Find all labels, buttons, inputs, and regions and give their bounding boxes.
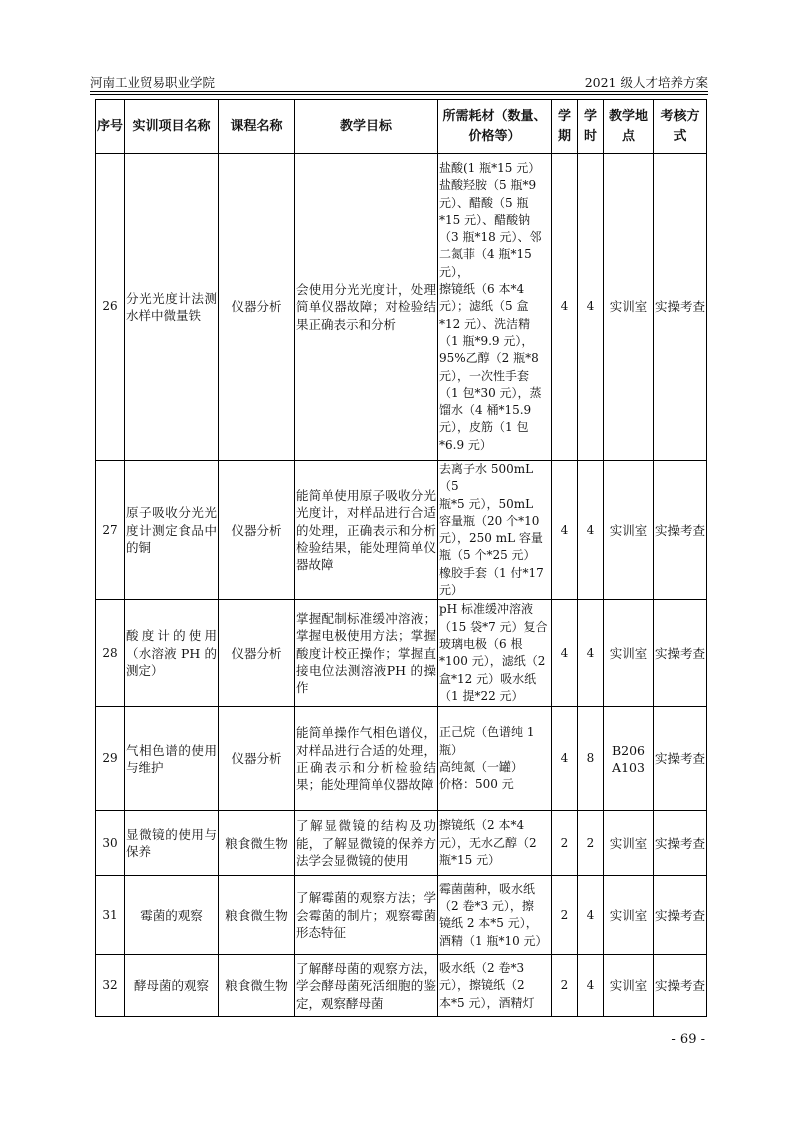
page-header <box>90 75 708 91</box>
material-line: 盐酸羟胺（5 瓶*9 <box>439 178 537 193</box>
header-rule-thick <box>90 91 708 92</box>
row-project: 显微镜的使用与保养 <box>125 811 219 876</box>
table-row <box>96 955 707 1017</box>
material-line: 元）；滤纸（5 盒 <box>439 299 529 314</box>
table-row <box>96 876 707 955</box>
program-title: 2021 级人才培养方案 <box>584 75 708 90</box>
row-hours: 4 <box>578 955 604 1017</box>
table-row <box>96 707 707 811</box>
material-line: 高纯氮（一罐） <box>439 759 524 774</box>
table-row <box>96 461 707 600</box>
material-line: 擦镜纸（6 本*4 <box>439 282 525 297</box>
row-place: 实训室 <box>604 461 654 600</box>
material-line: 95%乙醇（2 瓶*8 <box>439 351 539 366</box>
row-project: 原子吸收分光光度计测定食品中的铜 <box>125 461 219 600</box>
row-goal: 会使用分光光度计，处理简单仪器故障；对检验结果正确表示和分析 <box>295 154 438 461</box>
material-line: （2 卷*3 元），擦 <box>439 899 534 914</box>
material-line: 元）、醋酸（5 瓶 <box>439 195 529 210</box>
row-index: 27 <box>96 461 125 600</box>
material-line: 馏水（4 桶*15.9 <box>439 403 532 418</box>
row-materials <box>438 811 552 876</box>
col-header-course: 课程名称 <box>219 100 295 154</box>
row-term: 2 <box>552 811 578 876</box>
col-header-materials: 所需耗材（数量、价格等） <box>438 100 552 154</box>
col-header-exam: 考核方式 <box>654 100 707 154</box>
material-line: 玻璃电极（6 根 <box>439 637 523 652</box>
col-header-hours: 学时 <box>578 100 604 154</box>
row-place: 实训室 <box>604 600 654 707</box>
row-place: 实训室 <box>604 876 654 955</box>
row-term: 2 <box>552 876 578 955</box>
material-line: 元），无水乙醇（2 <box>439 835 537 850</box>
material-line: （1 瓶*9.9 元）， <box>439 333 534 348</box>
material-line: 瓶（5 个*25 元） <box>439 548 536 563</box>
col-header-index: 序号 <box>96 100 125 154</box>
row-exam: 实操考查 <box>654 811 707 876</box>
row-course: 粮食微生物 <box>219 876 295 955</box>
material-line: 霉菌菌种，吸水纸 <box>439 881 536 896</box>
row-hours: 4 <box>578 154 604 461</box>
table-row <box>96 811 707 876</box>
material-line: *6.9 元） <box>439 437 492 452</box>
row-project: 霉菌的观察 <box>125 876 219 955</box>
row-index: 32 <box>96 955 125 1017</box>
material-line: 瓶*15 元） <box>439 853 501 868</box>
row-goal: 了解霉菌的观察方法；学会霉菌的制片；观察霉菌形态特征 <box>295 876 438 955</box>
row-term: 4 <box>552 600 578 707</box>
page-number: - 69 - <box>671 1032 705 1047</box>
material-line: 元），擦镜纸（2 <box>439 978 525 993</box>
row-place: 实训室 <box>604 811 654 876</box>
row-exam: 实操考查 <box>654 707 707 811</box>
row-course: 粮食微生物 <box>219 955 295 1017</box>
row-term: 4 <box>552 154 578 461</box>
row-term: 4 <box>552 707 578 811</box>
material-line: 擦镜纸（2 本*4 <box>439 818 525 833</box>
school-name: 河南工业贸易职业学院 <box>90 75 216 90</box>
material-line: *12 元）、洗洁精 <box>439 316 531 331</box>
header-rule-thin <box>90 94 708 95</box>
material-line: pH 标准缓冲溶液 <box>439 602 533 617</box>
row-goal: 掌握配制标准缓冲溶液；掌握电极使用方法；掌握酸度计校正操作；掌握直接电位法测溶液PH 的操作 <box>295 600 438 707</box>
table-row <box>96 600 707 707</box>
material-line: 瓶*5 元），50mL <box>439 496 534 511</box>
row-goal: 了解酵母菌的观察方法，学会酵母菌死活细胞的鉴定，观察酵母菌 <box>295 955 438 1017</box>
training-table <box>95 99 707 1017</box>
row-project: 酸度计的使用（水溶液 PH 的测定） <box>125 600 219 707</box>
row-term: 2 <box>552 955 578 1017</box>
material-line: 盒*12 元）吸水纸 <box>439 671 537 686</box>
row-project: 气相色谱的使用与维护 <box>125 707 219 811</box>
material-line: 元） <box>439 583 464 598</box>
material-line: 吸水纸（2 卷*3 <box>439 960 525 975</box>
row-hours: 8 <box>578 707 604 811</box>
material-line: 镜纸 2 本*5 元）， <box>439 916 538 931</box>
table-row <box>96 154 707 461</box>
material-line: 元），250 mL 容量 <box>439 531 543 546</box>
row-hours: 4 <box>578 876 604 955</box>
material-line: （1 包*30 元），蒸 <box>439 385 542 400</box>
row-course: 仪器分析 <box>219 461 295 600</box>
material-line: *15 元）、醋酸钠 <box>439 212 531 227</box>
row-hours: 4 <box>578 600 604 707</box>
col-header-goal: 教学目标 <box>295 100 438 154</box>
material-line: 盐酸(1 瓶*15 元） <box>439 160 541 175</box>
material-line: （15 袋*7 元）复合 <box>439 619 548 634</box>
table-header-row <box>96 100 707 154</box>
material-line: 元）， <box>439 264 470 279</box>
material-line: 二氮菲（4 瓶*15 <box>439 247 532 262</box>
material-line: 元），一次性手套 <box>439 368 530 383</box>
row-materials <box>438 461 552 600</box>
row-place: B206 A103 <box>604 707 654 811</box>
row-goal: 能简单使用原子吸收分光光度计，对样品进行合适的处理，正确表示和分析检验结果，能处理简单仪器故障 <box>295 461 438 600</box>
material-line: （1 提*22 元） <box>439 688 524 703</box>
row-place: 实训室 <box>604 154 654 461</box>
row-course: 仪器分析 <box>219 707 295 811</box>
material-line: 橡胶手套（1 付*17 <box>439 565 544 580</box>
material-line: 去离子水 500mL（5 <box>439 462 534 494</box>
row-project: 分光光度计法测水样中微量铁 <box>125 154 219 461</box>
row-exam: 实操考查 <box>654 461 707 600</box>
material-line: 酒精（1 瓶*10 元） <box>439 933 548 948</box>
row-hours: 4 <box>578 461 604 600</box>
row-index: 29 <box>96 707 125 811</box>
row-materials <box>438 600 552 707</box>
material-line: 正己烷（色谱纯 1 <box>439 725 535 740</box>
row-exam: 实操考查 <box>654 955 707 1017</box>
row-course: 仪器分析 <box>219 600 295 707</box>
row-goal: 能简单操作气相色谱仪，对样品进行合适的处理，正确表示和分析检验结果；能处理简单仪器故障 <box>295 707 438 811</box>
material-line: 容量瓶（20 个*10 <box>439 513 540 528</box>
row-materials <box>438 876 552 955</box>
row-term: 4 <box>552 461 578 600</box>
material-line: 价格：500 元 <box>439 777 514 792</box>
row-exam: 实操考查 <box>654 600 707 707</box>
row-materials <box>438 955 552 1017</box>
row-materials <box>438 154 552 461</box>
row-course: 粮食微生物 <box>219 811 295 876</box>
row-index: 28 <box>96 600 125 707</box>
row-place: 实训室 <box>604 955 654 1017</box>
row-project: 酵母菌的观察 <box>125 955 219 1017</box>
col-header-place: 教学地点 <box>604 100 654 154</box>
row-index: 30 <box>96 811 125 876</box>
col-header-project: 实训项目名称 <box>125 100 219 154</box>
row-hours: 2 <box>578 811 604 876</box>
row-goal: 了解显微镜的结构及功能，了解显微镜的保养方法学会显微镜的使用 <box>295 811 438 876</box>
material-line: 元），皮筋（1 包 <box>439 420 529 435</box>
row-materials <box>438 707 552 811</box>
row-exam: 实操考查 <box>654 876 707 955</box>
material-line: 瓶） <box>439 742 464 757</box>
material-line: （3 瓶*18 元）、邻 <box>439 230 542 245</box>
material-line: *100 元），滤纸（2 <box>439 654 546 669</box>
col-header-term: 学期 <box>552 100 578 154</box>
row-index: 31 <box>96 876 125 955</box>
material-line: 本*5 元），酒精灯 <box>439 995 535 1010</box>
row-index: 26 <box>96 154 125 461</box>
row-course: 仪器分析 <box>219 154 295 461</box>
row-exam: 实操考查 <box>654 154 707 461</box>
